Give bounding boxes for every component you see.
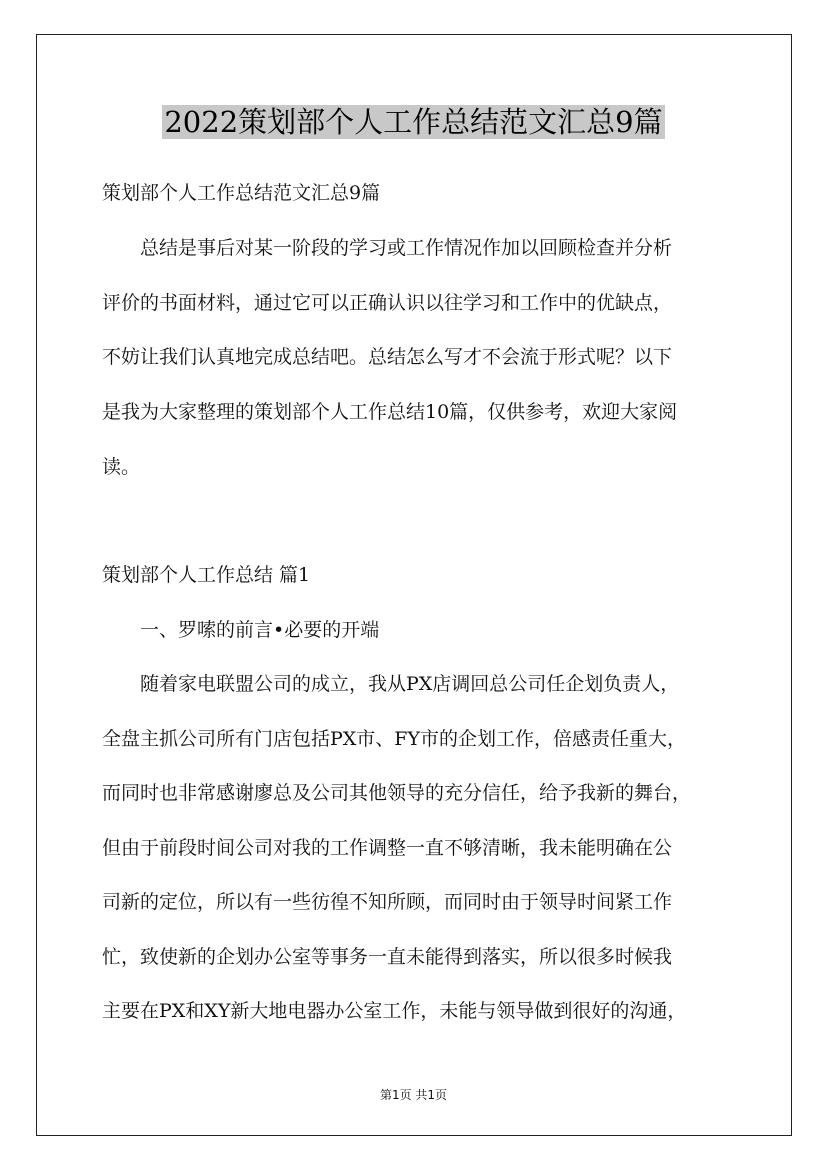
body-line-6: 忙，致使新的企划办公室等事务一直未能得到落实，所以很多时候我 bbox=[102, 946, 673, 968]
intro-line-4: 是我为大家整理的策划部个人工作总结10篇，仅供参考，欢迎大家阅 bbox=[102, 401, 678, 423]
section-heading: 策划部个人工作总结 篇1 bbox=[102, 564, 311, 586]
document-body bbox=[102, 0, 742, 1170]
document-title: 2022策划部个人工作总结范文汇总9篇 bbox=[164, 105, 663, 139]
body-line-4: 但由于前段时间公司对我的工作调整一直不够清晰，我未能明确在公 bbox=[102, 837, 673, 859]
intro-line-1: 总结是事后对某一阶段的学习或工作情况作加以回顾检查并分析 bbox=[140, 237, 673, 259]
page-footer: 第1页 共1页 bbox=[379, 1088, 448, 1102]
body-line-7: 主要在PX和XY新大地电器办公室工作，未能与领导做到很好的沟通， bbox=[102, 1000, 687, 1022]
intro-line-3: 不妨让我们认真地完成总结吧。总结怎么写才不会流于形式呢？以下 bbox=[102, 346, 673, 368]
body-line-2: 全盘主抓公司所有门店包括PX市、FY市的企划工作，倍感责任重大， bbox=[102, 728, 687, 750]
intro-line-5: 读。 bbox=[102, 456, 141, 478]
intro-line-2: 评价的书面材料，通过它可以正确认识以往学习和工作中的优缺点， bbox=[102, 292, 673, 314]
body-line-3: 而同时也非常感谢廖总及公司其他领导的充分信任，给予我新的舞台， bbox=[102, 782, 692, 804]
body-line-1: 随着家电联盟公司的成立，我从PX店调回总公司任企划负责人， bbox=[140, 673, 680, 695]
subtitle: 策划部个人工作总结范文汇总9篇 bbox=[102, 182, 381, 204]
section-subheading: 一、罗嗦的前言•必要的开端 bbox=[140, 619, 380, 641]
body-line-5: 司新的定位，所以有一些彷徨不知所顾，而同时由于领导时间紧工作 bbox=[102, 891, 673, 913]
